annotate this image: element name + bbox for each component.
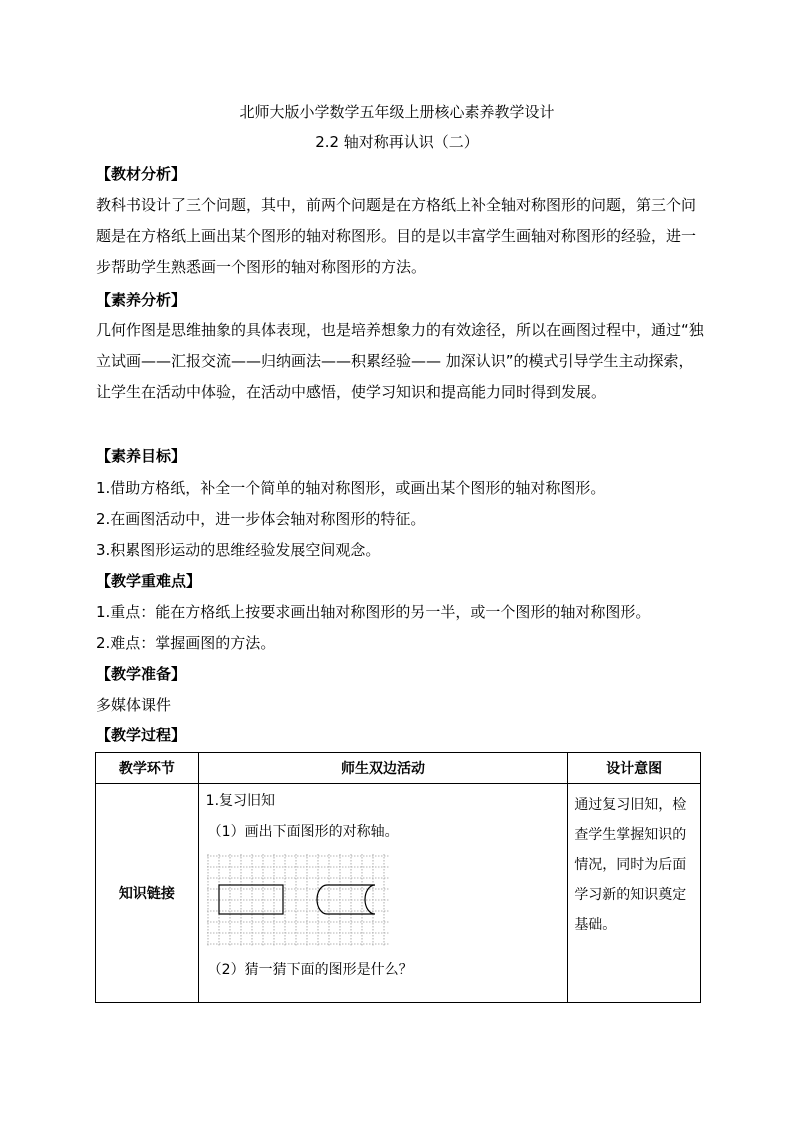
keypoint-item: 2.难点：掌握画图的方法。 xyxy=(96,634,276,652)
header-activity: 师生双边活动 xyxy=(198,753,568,784)
section-heading-literacy: 【素养分析】 xyxy=(96,291,187,309)
document-title: 北师大版小学数学五年级上册核心素养教学设计 xyxy=(239,103,555,121)
stage-cell: 知识链接 xyxy=(96,784,199,1003)
table-header-row xyxy=(96,753,701,784)
lesson-subtitle: 2.2 轴对称再认识（二） xyxy=(315,133,479,151)
section-heading-keypoints: 【教学重难点】 xyxy=(96,572,202,590)
section-heading-material: 【教材分析】 xyxy=(96,165,187,183)
header-stage: 教学环节 xyxy=(96,753,199,784)
grid-figure xyxy=(207,854,391,948)
section-heading-goals: 【素养目标】 xyxy=(96,447,187,465)
activity-line-guess: （2）猜一猜下面的图形是什么？ xyxy=(207,962,413,978)
goal-item: 2.在画图活动中，进一步体会轴对称图形的特征。 xyxy=(96,510,426,528)
intent-cell: 通过复习旧知，检查学生掌握知识的情况，同时为后面学习新的知识奠定基础。 xyxy=(568,784,701,1003)
grid-paper xyxy=(207,854,389,946)
keypoint-item: 1.重点：能在方格纸上按要求画出轴对称图形的另一半，或一个图形的轴对称图形。 xyxy=(96,603,651,621)
activity-line-draw-axis: （1）画出下面图形的对称轴。 xyxy=(207,824,399,840)
teaching-process-table xyxy=(95,752,701,1003)
goal-item: 3.积累图形运动的思维经验发展空间观念。 xyxy=(96,541,381,559)
activity-cell xyxy=(198,784,568,1003)
header-intent: 设计意图 xyxy=(568,753,701,784)
section-heading-prep: 【教学准备】 xyxy=(96,665,187,683)
section-heading-process: 【教学过程】 xyxy=(96,726,187,744)
material-analysis-text: 教科书设计了三个问题，其中，前两个问题是在方格纸上补全轴对称图形的问题，第三个问题是在方格纸上画出某个图形的轴对称图形。目的是以丰富学生画轴对称图形的经验，进一步帮助学生熟悉画一个图形的轴对称图形的方法。 xyxy=(96,196,697,276)
goal-item: 1.借助方格纸，补全一个简单的轴对称图形，或画出某个图形的轴对称图形。 xyxy=(96,479,606,497)
prep-text: 多媒体课件 xyxy=(96,696,172,714)
literacy-analysis-text: 几何作图是思维抽象的具体表现，也是培养想象力的有效途径，所以在画图过程中，通过“独立试画——汇报交流——归纳画法——积累经验—— 加深认识”的模式引导学生主动探索，让学生在活动中体验，在活动中感悟，使学习知识和提高能力同时得到发展。 xyxy=(96,321,704,401)
activity-line-review: 1.复习旧知 xyxy=(205,793,276,809)
table-row xyxy=(96,784,701,1003)
